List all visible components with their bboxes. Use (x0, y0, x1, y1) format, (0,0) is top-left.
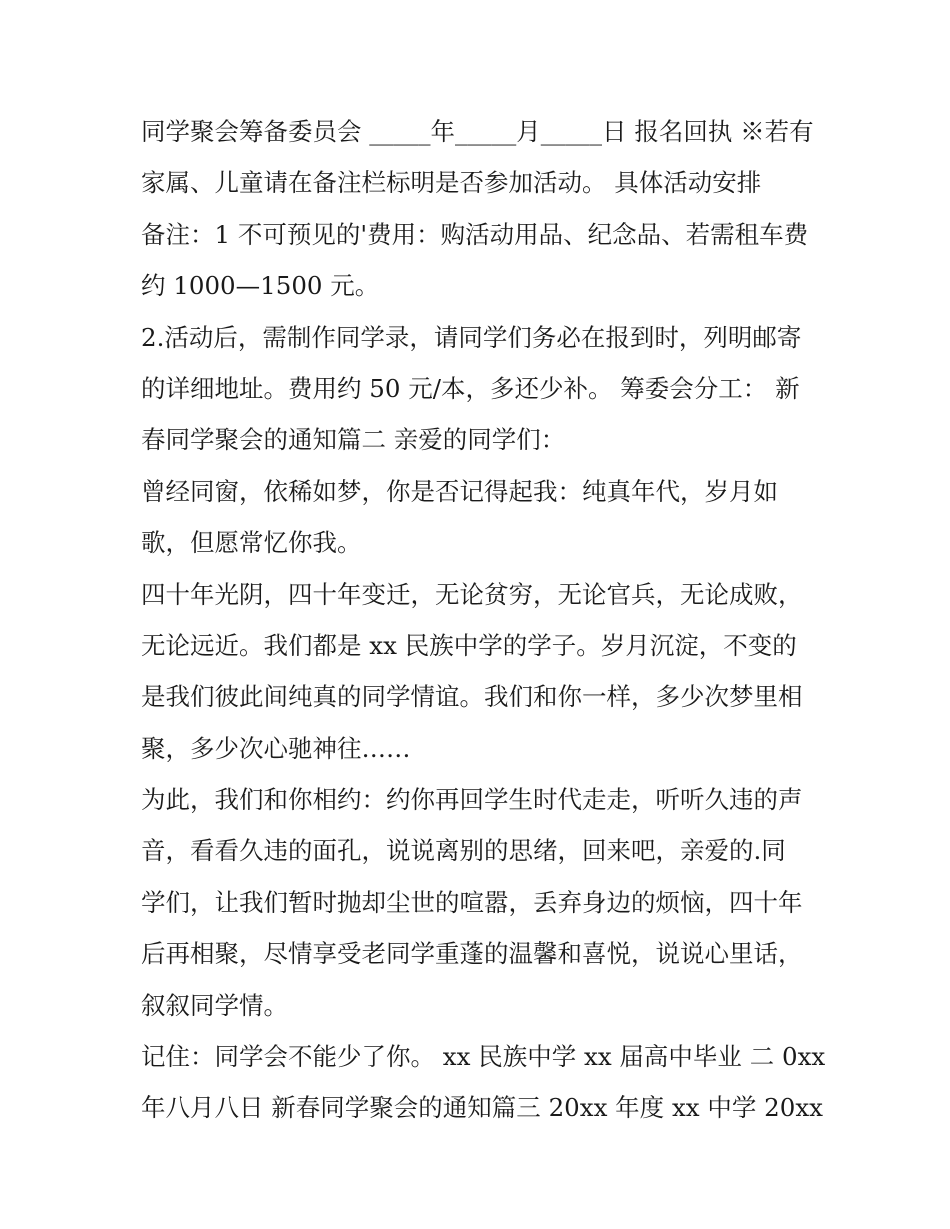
text-line: 2.活动后，需制作同学录，请同学们务必在报到时，列明邮寄 (141, 322, 802, 352)
text-line: 春同学聚会的通知篇二 亲爱的同学们： (141, 425, 566, 455)
text-line: 曾经同窗，依稀如梦，你是否记得起我：纯真年代，岁月如 (141, 476, 778, 506)
text-line: 聚，多少次心驰神往…… (141, 733, 411, 763)
text-line: 的详细地址。费用约 50 元/本，多还少补。 筹委会分工： 新 (141, 373, 800, 403)
text-line: 歌，但愿常忆你我。 (141, 528, 362, 558)
text-line: 无论远近。我们都是 xx 民族中学的学子。岁月沉淀，不变的 (141, 630, 797, 660)
text-line: 是我们彼此间纯真的同学情谊。我们和你一样，多少次梦里相 (141, 682, 803, 712)
text-line: 四十年光阴，四十年变迁，无论贫穷，无论官兵，无论成败， (141, 579, 803, 609)
text-line: 为此，我们和你相约：约你再回学生时代走走，听听久违的声 (141, 785, 803, 815)
text-line: 约 1000—1500 元。 (141, 271, 380, 301)
body-text (141, 106, 826, 1134)
text-line: 年八月八日 新春同学聚会的通知篇三 20xx 年度 xx 中学 20xx (141, 1093, 823, 1123)
text-line: 叙叙同学情。 (141, 990, 288, 1020)
text-line: 学们，让我们暂时抛却尘世的喧嚣，丢弃身边的烦恼，四十年 (141, 887, 803, 917)
text-line: 备注：1 不可预见的'费用：购活动用品、纪念品、若需租车费 (141, 219, 809, 249)
text-line: 同学聚会筹备委员会 _____年_____月_____日 报名回执 ※若有 (141, 117, 814, 146)
text-line: 记住：同学会不能少了你。 xx 民族中学 xx 届高中毕业 二 0xx (141, 1042, 826, 1072)
text-line: 家属、儿童请在备注栏标明是否参加活动。 具体活动安排 (141, 168, 762, 198)
text-line: 后再相聚，尽情享受老同学重蓬的温馨和喜悦，说说心里话， (141, 939, 803, 969)
text-line: 音，看看久违的面孔，说说离别的思绪，回来吧，亲爱的.同 (141, 836, 786, 866)
